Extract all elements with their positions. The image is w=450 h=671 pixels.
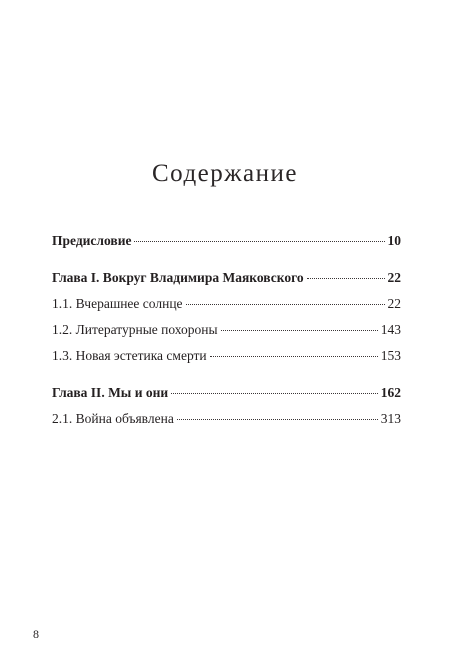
dot-leader (307, 278, 385, 279)
toc-entry-page: 22 (387, 270, 401, 285)
toc-entry-label: Глава I. Вокруг Владимира Маяковского (52, 270, 304, 285)
toc-entry-section-1-1 (52, 295, 401, 313)
toc-entry-page: 22 (387, 296, 401, 311)
toc-entry-page: 143 (380, 322, 401, 337)
page-title: Содержание (152, 160, 298, 187)
dot-leader (134, 241, 384, 242)
toc-entry-label: Предисловие (52, 233, 132, 248)
toc-entry-chapter-1 (52, 269, 401, 287)
toc-entry-section-2-1 (52, 410, 401, 428)
toc-entry-section-1-3 (52, 347, 401, 365)
dot-leader (221, 330, 378, 331)
dot-leader (171, 393, 378, 394)
toc-entry-label: 1.1. Вчерашнее солнце (52, 296, 183, 311)
dot-leader (186, 304, 385, 305)
toc-entry-label: 2.1. Война объявлена (52, 411, 174, 426)
toc-entry-section-1-2 (52, 321, 401, 339)
toc-entry-preface (52, 232, 401, 250)
toc-entry-label: 1.2. Литературные похороны (52, 322, 218, 337)
toc-entry-label: 1.3. Новая эстетика смерти (52, 348, 207, 363)
toc-entry-page: 10 (387, 233, 401, 248)
toc-entry-page: 162 (380, 385, 401, 400)
page-number: 8 (33, 627, 39, 641)
toc-entry-page: 153 (380, 348, 401, 363)
dot-leader (177, 419, 378, 420)
dot-leader (210, 356, 378, 357)
toc-entry-chapter-2 (52, 384, 401, 402)
table-of-contents (52, 232, 401, 428)
toc-entry-label: Глава II. Мы и они (52, 385, 169, 400)
toc-entry-page: 313 (380, 411, 401, 426)
